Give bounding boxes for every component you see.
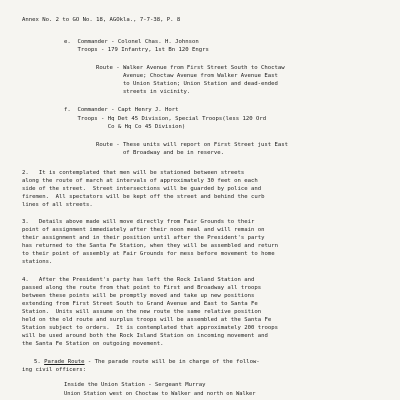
parade-route-heading: Parade Route: [44, 359, 85, 365]
para-4-line-2: passed along the route from that point to First and Broadway all troops: [22, 285, 262, 291]
para-5-text: - The parade route will be in charge of the follow-: [84, 359, 260, 365]
officer-union-station: Inside the Union Station - Sergeant Murray: [64, 382, 206, 388]
para-5-number: 5.: [34, 359, 41, 365]
para-3-line-3: their assignment and in their position until after the President's party: [22, 235, 265, 241]
para-2-line-4: firemen. All spectators will be kept off the street and behind the curb: [22, 194, 265, 200]
para-2-line-2: along the route of march at intervals of approximately 30 feet on each: [22, 178, 258, 184]
para-4-line-3: between these points will be promptly moved and take up new positions: [22, 293, 255, 299]
para-5-line-2: ing civil officers:: [22, 367, 86, 373]
para-2-line-3: side of the street. Street intersections will be guarded by police and: [22, 186, 262, 192]
para-5-line-1: [34, 360, 260, 366]
para-f-route-2: of Broadway and be in reserve.: [96, 150, 224, 156]
officer-choctaw-walker: Union Station west on Choctaw to Walker and north on Walker: [64, 391, 256, 397]
para-4-line-7: Station subject to orders. It is contemplated that approximately 200 troops: [22, 325, 278, 331]
para-f-commander: f. Commander - Capt Henry J. Hort: [64, 107, 179, 113]
para-3-line-2: point of assignment immediately after their noon meal and will remain on: [22, 227, 265, 233]
para-e-route-4: streets in vicinity.: [96, 89, 191, 95]
para-4-line-4: extending from First Street South to Grand Avenue and East to Santa Fe: [22, 301, 258, 307]
para-4-line-6: held on the old route and surplus troops will be assembled at the Santa Fe: [22, 317, 272, 323]
para-2-line-1: 2. It is contemplated that men will be stationed between streets: [22, 170, 245, 176]
para-3-line-5: to their point of assembly at Fair Grounds for mess before movement to home: [22, 251, 275, 257]
para-3-line-6: stations.: [22, 259, 53, 265]
para-e-troops: Troops - 179 Infantry, 1st Bn 120 Engrs: [64, 47, 209, 53]
para-4-line-1: 4. After the President's party has left the Rock Island Station and: [22, 277, 255, 283]
para-4-line-9: the Santa Fe Station on outgoing movement.: [22, 341, 164, 347]
para-4-line-8: will be used around both the Rock Island Station on incoming movement and: [22, 333, 268, 339]
para-f-route-1: Route - These units will report on First Street just East: [96, 142, 288, 148]
para-3-line-1: 3. Details above made will move directly from Fair Grounds to their: [22, 219, 255, 225]
para-3-line-4: has returned to the Santa Fe Station, when they will be assembled and return: [22, 243, 278, 249]
para-e-route-1: Route - Walker Avenue from First Street South to Choctaw: [96, 65, 285, 71]
para-4-line-5: Station. Units will assume on the new route the same relative position: [22, 309, 262, 315]
para-f-troops-1: Troops - Hq Det 45 Division, Special Troops(less 120 Ord: [64, 116, 267, 122]
header-annex: Annex No. 2 to GO No. 18, AGOkla., 7-7-38, P. 8: [22, 17, 181, 23]
para-2-line-5: lines of all streets.: [22, 202, 93, 208]
para-f-troops-2: Co & Hq Co 45 Division): [64, 124, 186, 130]
para-e-route-3: to Union Station; Union Station and dead-ended: [96, 81, 278, 87]
para-e-route-2: Avenue; Choctaw Avenue from Walker Avenue East: [96, 73, 278, 79]
para-e-commander: e. Commander - Colonel Chas. H. Johnson: [64, 39, 199, 45]
